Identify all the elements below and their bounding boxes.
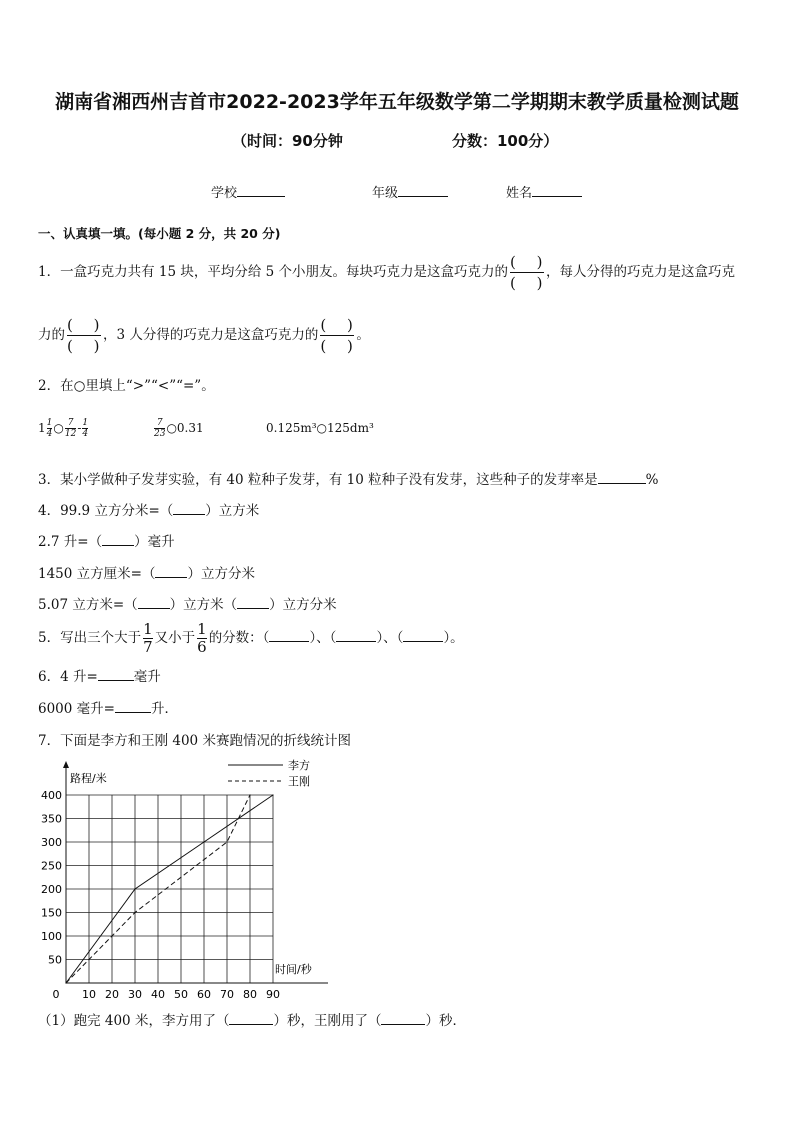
answer-blank[interactable]: [98, 668, 134, 681]
y-axis-arrow-icon: [63, 761, 69, 768]
x-tick-label: 90: [266, 988, 280, 1000]
x-tick-label: 40: [151, 988, 165, 1000]
question-2-c[interactable]: 0.125m³○125dm³: [266, 421, 374, 435]
legend-label-series-1: 李方: [288, 759, 310, 772]
series-1-point: [272, 794, 273, 795]
fraction: $\frac{7}{12}$: [64, 418, 77, 439]
x-tick-label: 80: [243, 988, 257, 1000]
answer-fraction-1[interactable]: $\frac{( )}{( )}$: [510, 253, 551, 292]
question-7-sub1: （1）跑完 400 米，李方用了（ ）秒，王刚用了（ ）秒．: [38, 1013, 466, 1029]
answer-blank[interactable]: [598, 471, 646, 484]
series-2-point: [134, 912, 135, 913]
series-1-point: [134, 888, 135, 889]
answer-fraction-2[interactable]: $\frac{( )}{( )}$: [67, 316, 108, 355]
y-tick-label: 200: [41, 883, 62, 896]
x-tick-label: 70: [220, 988, 234, 1000]
answer-blank[interactable]: [155, 565, 187, 578]
school-blank[interactable]: [237, 184, 285, 197]
question-2-a[interactable]: 1 $\frac{1}{4}$ ○ $\frac{7}{12}$ - $\frac{1}{4}$: [38, 418, 89, 439]
fraction: $\frac{1}{4}$: [46, 418, 53, 439]
y-tick-label: 50: [48, 953, 62, 967]
line-chart: [38, 755, 338, 1000]
question-4-line3: 1450 立方厘米=（ ）立方分米: [38, 566, 255, 582]
fraction: $\frac{1}{4}$: [82, 418, 89, 439]
x-tick-label: 20: [105, 988, 119, 1000]
fraction: $\frac{1}{6}$: [197, 620, 207, 656]
question-4-line1: 4．99.9 立方分米=（ ）立方米: [38, 503, 260, 519]
answer-blank[interactable]: [115, 700, 151, 713]
question-2-b[interactable]: $\frac{7}{23}$ ○0.31: [154, 418, 204, 439]
name-field[interactable]: [506, 182, 582, 201]
answer-blank[interactable]: [229, 1012, 273, 1025]
question-4-line4: 5.07 立方米=（ ）立方米（ ）立方分米: [38, 597, 337, 613]
fraction: $\frac{1}{7}$: [143, 620, 153, 656]
page-title: 湖南省湘西州吉首市2022-2023学年五年级数学第二学期期末教学质量检测试题: [55, 91, 739, 113]
exam-time: （时间：90分钟: [232, 132, 343, 150]
x-tick-label: 60: [197, 988, 211, 1000]
answer-blank[interactable]: [237, 596, 269, 609]
fraction: $\frac{7}{23}$: [154, 418, 166, 439]
answer-blank[interactable]: [269, 629, 309, 642]
y-tick-label: 300: [41, 836, 62, 849]
legend-label-series-2: 王刚: [288, 775, 310, 788]
x-tick-label: 10: [82, 988, 96, 1000]
series-2-point: [65, 982, 66, 983]
series-2-point: [226, 841, 227, 842]
answer-fraction-3[interactable]: $\frac{( )}{( )}$: [320, 316, 361, 355]
x-axis-label: 时间/秒: [275, 963, 312, 976]
exam-score: 分数：100分）: [452, 132, 559, 150]
name-label: 姓名: [506, 186, 533, 201]
y-tick-label: 350: [41, 812, 62, 826]
series-1-point: [203, 841, 204, 842]
answer-blank[interactable]: [102, 533, 134, 546]
answer-blank[interactable]: [381, 1012, 425, 1025]
chart-legend: [228, 758, 310, 788]
question-6-line1: 6．4 升= 毫升: [38, 669, 161, 685]
question-1-line1: 1．一盒巧克力共有 15 块，平均分给 5 个小朋友。每块巧克力是这盒巧克力的 $\frac{( )}{( )}$ ，每人分得的巧克力是这盒巧克: [38, 253, 736, 292]
answer-blank[interactable]: [403, 629, 443, 642]
grade-field[interactable]: [372, 182, 448, 201]
question-3: 3．某小学做种子发芽实验，有 40 粒种子发芽，有 10 粒种子没有发芽，这些种子的发芽率是 %: [38, 472, 659, 488]
name-blank[interactable]: [532, 184, 582, 197]
question-7-text: 7．下面是李方和王刚 400 米赛跑情况的折线统计图: [38, 733, 351, 749]
x-tick-label: 0: [52, 988, 60, 1000]
question-4-line2: 2.7 升=（ ）毫升: [38, 534, 175, 550]
school-field[interactable]: [211, 182, 285, 201]
answer-blank[interactable]: [336, 629, 376, 642]
school-label: 学校: [211, 186, 238, 201]
question-1-line2: 力的 $\frac{( )}{( )}$ ，3 人分得的巧克力是这盒巧克力的 $\frac{( )}{( )}$ 。: [38, 316, 370, 355]
y-tick-label: 400: [41, 789, 62, 802]
y-axis-label: 路程/米: [70, 772, 107, 785]
question-6-line2: 6000 毫升= 升．: [38, 701, 178, 717]
series-2-point: [249, 794, 250, 795]
section-heading: 一、认真填一填。(每小题 2 分，共 20 分): [38, 226, 281, 241]
x-tick-label: 50: [174, 988, 188, 1000]
y-tick-label: 250: [41, 859, 62, 873]
y-tick-label: 150: [41, 906, 62, 920]
grade-label: 年级: [372, 186, 399, 201]
answer-blank[interactable]: [138, 596, 170, 609]
x-tick-label: 30: [128, 988, 142, 1000]
grade-blank[interactable]: [398, 184, 448, 197]
question-5: 5．写出三个大于 $\frac{1}{7}$ 又小于 $\frac{1}{6}$ 的分数：（ ）、（ ）、（ ）。: [38, 620, 464, 656]
chart-axes: [63, 761, 328, 983]
y-tick-label: 100: [41, 930, 62, 943]
chart-grid: [66, 795, 273, 983]
question-2-text: 2．在○里填上“>”“<”“=”。: [38, 378, 215, 394]
answer-blank[interactable]: [173, 502, 205, 515]
